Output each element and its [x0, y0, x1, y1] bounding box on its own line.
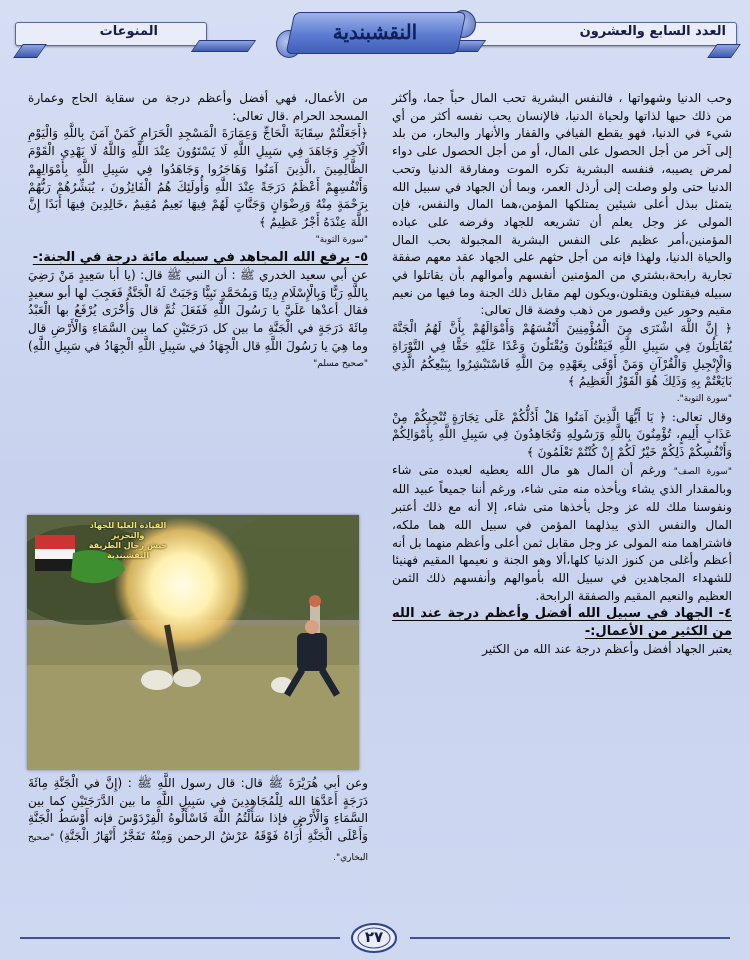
- page-number-badge: [350, 922, 398, 954]
- banner-title: النقشبندية: [332, 20, 418, 44]
- quran-verse: ﴿ إِنَّ اللَّهَ اشْتَرَى مِنَ الْمُؤْمِنِينَ أَنْفُسَهُمْ وَأَمْوَالَهُمْ بِأَنَّ لَهُمُ الْجَنَّةَ يُقَاتِلُونَ فِي سَبِيلِ اللَّهِ فَيَقْتُلُونَ وَيُقْتَلُونَ وَعْدًا عَلَيْهِ حَقًّا فِي التَّوْرَاةِ وَالْإِنْجِيلِ وَالْقُرْآنِ وَمَنْ أَوْفَى بِعَهْدِهِ مِنَ اللَّهِ فَاسْتَبْشِرُوا بِبَيْعِكُمُ الَّذِي بَايَعْتُمْ بِهِ وَذَلِكَ هُوَ الْفَوْزُ الْعَظِيمُ ﴾: [392, 321, 732, 389]
- issue-label: العدد السابع والعشرون: [579, 24, 726, 39]
- quran-verse: وقال تعالى: ﴿ يَا أَيُّهَا الَّذِينَ آمَنُوا هَلْ أَدُلُّكُمْ عَلَى تِجَارَةٍ تُنْجِيكُمْ مِنْ عَذَابٍ أَلِيمٍ، تُؤْمِنُونَ بِاللَّهِ وَرَسُولِهِ وَتُجَاهِدُونَ فِي سَبِيلِ اللَّهِ بِأَمْوَالِكُمْ وَأَنْفُسِكُمْ ذَلِكُمْ خَيْرٌ لَكُمْ إِنْ كُنْتُمْ تَعْلَمُونَ ﴾: [392, 409, 732, 460]
- verse-reference: "سورة التوبة".: [676, 393, 732, 404]
- article-text: ورغم أن المال هو مال الله يعطيه لعبده متى شاء وبالمقدار الذي يشاء ويأخذه منه متى شاء، ورغم أننا جميعاً عبيد الله ونفوسنا ملك لله عز وجل يأخذها متى شاء، إلا أنه مع ذلك أعتبر المال والنفس الذي يبذلهما المؤمن في سبيل الله هما ملكه، فاشتراهما منه المولى عز وجل مقابل ثمن أعلى وأعظم منهما بل أنه أعظم وأغلى من كنوز الدنيا كلها،ألا وهو الجنة و نعيمها المقيم فهنيئا للشهداء المجاهدين في سبيل الله بأموالهم وأنفسهم ذلك الثمن العظيم والنعيم المقيم والصفقة الرابحة.: [392, 462, 732, 603]
- page-number: ٢٧: [364, 928, 384, 946]
- hadith-body: وعن أبي هُرَيْرَةَ ﷺ قال: قال رسول اللَّهِ ﷺ : (إِنَّ في الْجَنَّةِ مِائَةَ دَرَجَةٍ أَعَدَّهَا الله لِلْمُجَاهِدِينَ في سَبِيلِ اللَّهِ ما بين الدَّرَجَتَيْنِ كما بين السَّمَاءِ وَالْأَرْضِ فإذا سَأَلْتُمُ اللَّهَ فَاسْأَلُوهُ الْفِرْدَوْسَ فإنه أَوْسَطُ الْجَنَّةِ وَأَعْلَى الْجَنَّةِ أُرَاهُ فَوْقَهُ عَرْشُ الرحمن وَمِنْهُ تَفَجَّرُ أَنْهَارُ الْجَنَّةِ): [28, 776, 368, 844]
- hadith-reference: "صحيح البخاري".: [28, 833, 368, 863]
- section-header-bar: [15, 22, 207, 46]
- quran-verse: ﴿أَجَعَلْتُمْ سِقَايَةَ الْحَاجِّ وَعِمَارَةَ الْمَسْجِدِ الْحَرَامِ كَمَنْ آمَنَ بِاللَّهِ وَالْيَوْمِ الْآخِرِ وَجَاهَدَ فِي سَبِيلِ اللَّهِ لَا يَسْتَوُونَ عِنْدَ اللَّهِ وَاللَّهُ لَا يَهْدِي الْقَوْمَ الظَّالِمِينَ ،الَّذِينَ آمَنُوا وَهَاجَرُوا وَجَاهَدُوا فِي سَبِيلِ اللَّهِ بِأَمْوَالِهِمْ وَأَنْفُسِهِمْ أَعْظَمُ دَرَجَةً عِنْدَ اللَّهِ وَأُولَئِكَ هُمُ الْفَائِزُونَ ، يُبَشِّرُهُمْ رَبُّهُمْ بِرَحْمَةٍ مِنْهُ وَرِضْوَانٍ وَجَنَّاتٍ لَهُمْ فِيهَا نَعِيمٌ مُقِيمٌ ،خَالِدِينَ فِيهَا أَبَدًا إِنَّ اللَّهَ عِنْدَهُ أَجْرٌ عَظِيمٌ ﴾: [28, 126, 368, 229]
- issue-header-bar: [455, 22, 737, 46]
- article-column-left-continued: [28, 775, 368, 868]
- article-photo: [27, 515, 359, 770]
- article-paragraph: [392, 462, 732, 606]
- header-ribbon-ornament: [191, 40, 256, 52]
- section-heading: ٤- الجهاد في سبيل الله أفضل وأعظم درجة عند الله من الكثير من الأعمال:-: [392, 606, 732, 640]
- article-paragraph: وحب الدنيا وشهواتها ، فالنفس البشرية تحب المال حباً جما، وأكثر من ذلك حبها لذاتها ولحياة الدنيا، فالإنسان يحب نفسه أكثر من أي شيء في الدنيا، فهو يقطع الفيافي والقفار والأنهار والبحار، من بلد إلى آخر من أجل الحصول على المال، أو من أجل الحصول على دواء لمرض يصيبه، فنفسه البشرية تكره الموت ومفارقة الدنيا وتحب الدنيا حتى ولو وصلت إلى أرذل العمر، وبما أن الجهاد في سبيل الله يتمثل ببذل أعلى شيئين يمتلكها المؤمن،هما المال والنفس، فإن المولى عز وجل يعلم أن تشريعه للجهاد وفرضه على عباده المؤمنين،أمر عظيم على النفس البشرية المجبولة بحب المال والحياة الدنيا، ولهذا فإنه من أجل حثهم على الجهاد عقد معهم صفقة تجارية رابحة،بشتري من المؤمنين أنفسهم وأموالهم بأن يقاتلوا في سبيله فيقتلون ويقتلون،ويكون لهم مقابل ذلك الجنة وما فيها من نعيم مقيم وحور عين وقصور من ذهب وفضة قال تعالى:: [392, 91, 732, 318]
- verse-reference: "سورة الصف": [673, 466, 732, 477]
- watermark-line: القيادة العليا للجهاد والتحرير: [89, 521, 167, 540]
- photo-watermark: [73, 521, 183, 561]
- article-column-right: [392, 90, 732, 659]
- footer-rule-left: [20, 937, 340, 939]
- footer-rule-right: [410, 937, 730, 939]
- article-paragraph: يعتبر الجهاد أفضل وأعظم درجة عند الله من الكثير: [482, 641, 732, 656]
- article-column-left: [28, 90, 368, 373]
- watermark-line: جيش رجال الطريقة النقشبندية: [88, 541, 168, 560]
- verse-reference: "سورة التوبة": [315, 234, 368, 245]
- section-label: المنوعات: [99, 24, 158, 39]
- hadith-text: [28, 775, 368, 868]
- article-paragraph: من الأعمال، فهي أفضل وأعظم درجة من سقاية الحاج وعمارة المسجد الحرام .قال تعالى:: [28, 91, 368, 123]
- hadith-reference: "صحيح مسلم": [313, 358, 368, 369]
- title-banner: [270, 6, 480, 66]
- hadith-text: عن أبي سعيد الخدري ﷺ : أن النبي ﷺ قال: (يا أبا سَعِيدٍ مَنْ رَضِيَ بِاللَّهِ رَبًّا وَبِالْإِسْلَامِ دِينًا وَبِمُحَمَّدٍ نَبِيًّا وَجَبَتْ لَهُ الْجَنَّةُ فَعَجِبَ لها أبو سعيدٍ فقال أعدْها عَلَيَّ يا رَسُولَ اللَّهِ فَفَعَلَ ثُمَّ قال وَأُخْرَى يُرْفَعُ بها الْعَبْدُ مِائَةَ دَرَجَةٍ في الْجَنَّةِ ما بين كل دَرَجَتَيْنِ كما بين السَّمَاءِ وَالْأَرْضِ قال وما هِيَ يا رَسُولَ اللَّهِ قال الْجِهَادُ في سَبِيلِ اللَّهِ الْجِهَادُ في سَبِيلِ اللَّهِ): [28, 268, 368, 353]
- section-heading: ٥- يرفع الله المجاهد في سبيله مائة درجة في الجنة:-: [32, 250, 368, 266]
